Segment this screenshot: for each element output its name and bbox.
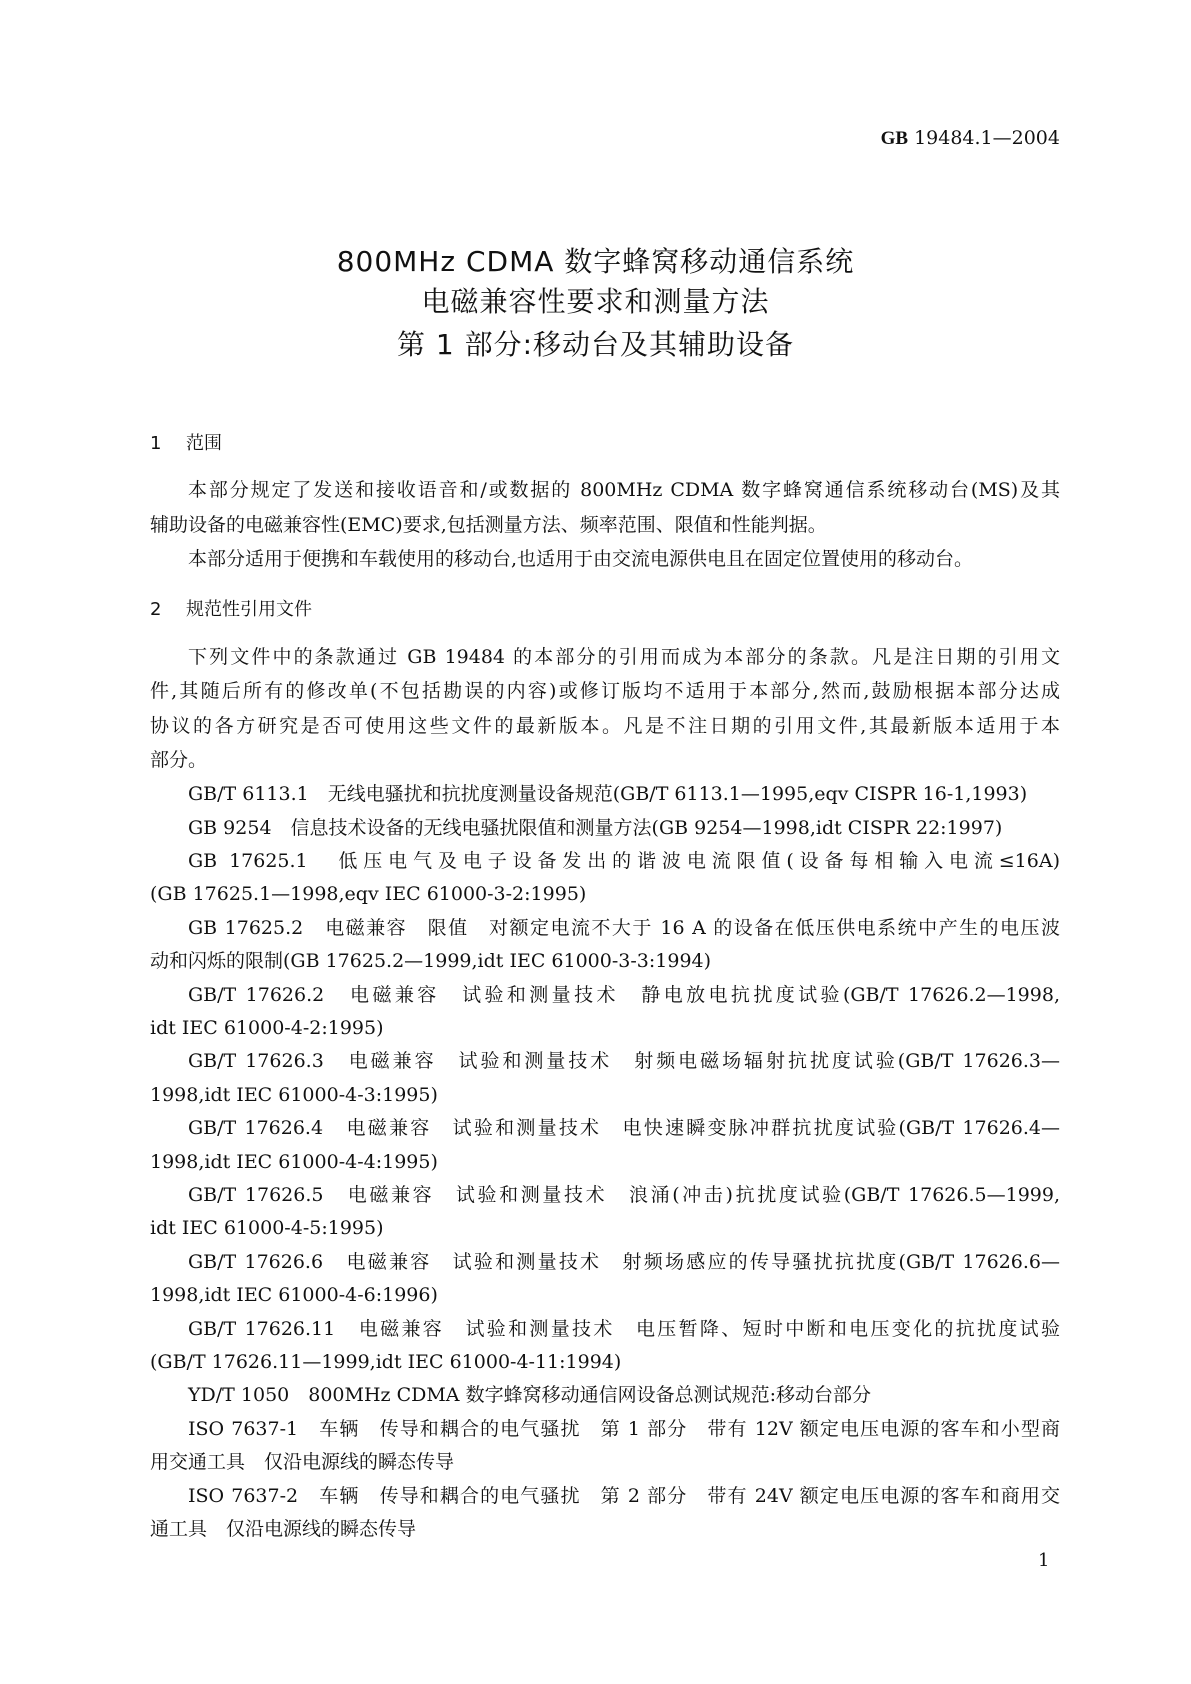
reference-line: YD/T 1050 800MHz CDMA 数字蜂窝移动通信网设备总测试规范:移动台部分 bbox=[188, 1384, 871, 1407]
paragraph-line: 协议的各方研究是否可使用这些文件的最新版本。凡是不注日期的引用文件,其最新版本适用于本 bbox=[150, 714, 1060, 737]
paragraph-line: 下列文件中的条款通过 GB 19484 的本部分的引用而成为本部分的条款。凡是注日期的引用文 bbox=[188, 646, 1060, 668]
section-heading bbox=[150, 598, 1060, 622]
reference-line: GB/T 17626.2 电磁兼容 试验和测量技术 静电放电抗扰度试验(GB/T 17626.2—1998, bbox=[188, 983, 1060, 1006]
reference-line: GB/T 17626.5 电磁兼容 试验和测量技术 浪涌(冲击)抗扰度试验(GB/T 17626.5—1999, bbox=[188, 1184, 1060, 1206]
section-title: 规范性引用文件 bbox=[186, 599, 312, 620]
reference-line: GB 17625.1 低压电气及电子设备发出的谐波电流限值(设备每相输入电流≤16A) bbox=[188, 850, 1060, 872]
reference-line: 1998,idt IEC 61000-4-3:1995) bbox=[150, 1083, 438, 1106]
reference-line: GB/T 17626.3 电磁兼容 试验和测量技术 射频电磁场辐射抗扰度试验(GB/T 17626.3— bbox=[188, 1050, 1060, 1073]
reference-line: idt IEC 61000-4-5:1995) bbox=[150, 1217, 384, 1240]
reference-line: GB/T 17626.11 电磁兼容 试验和测量技术 电压暂降、短时中断和电压变化的抗扰度试验 bbox=[188, 1317, 1060, 1340]
section-number: 1 bbox=[150, 433, 162, 454]
paragraph-line: 本部分适用于便携和车载使用的移动台,也适用于由交流电源供电且在固定位置使用的移动台。 bbox=[188, 548, 974, 570]
section-heading bbox=[150, 432, 1060, 456]
reference-line: (GB 17625.1—1998,eqv IEC 61000-3-2:1995) bbox=[150, 883, 587, 906]
document-title-line-2: 电磁兼容性要求和测量方法 bbox=[421, 285, 770, 318]
page-number: 1 bbox=[1038, 1550, 1050, 1571]
document-title-line-3: 第 1 部分:移动台及其辅助设备 bbox=[396, 328, 795, 361]
reference-line: GB/T 17626.6 电磁兼容 试验和测量技术 射频场感应的传导骚扰抗扰度(GB/T 17626.6— bbox=[188, 1250, 1060, 1273]
reference-line: idt IEC 61000-4-2:1995) bbox=[150, 1017, 384, 1039]
paragraph-line: 部分。 bbox=[150, 748, 208, 771]
paragraph-line: 本部分规定了发送和接收语音和/或数据的 800MHz CDMA 数字蜂窝通信系统移动台(MS)及其 bbox=[188, 479, 1060, 501]
reference-line: GB 9254 信息技术设备的无线电骚扰限值和测量方法(GB 9254—1998,idt CISPR 22:1997) bbox=[188, 816, 1003, 839]
reference-line: GB 17625.2 电磁兼容 限值 对额定电流不大于 16 A 的设备在低压供电系统中产生的电压波 bbox=[188, 916, 1060, 939]
section-number: 2 bbox=[150, 599, 162, 620]
reference-line: (GB/T 17626.11—1999,idt IEC 61000-4-11:1994) bbox=[150, 1351, 622, 1373]
reference-line: 动和闪烁的限制(GB 17625.2—1999,idt IEC 61000-3-3:1994) bbox=[150, 950, 712, 973]
reference-line: ISO 7637-1 车辆 传导和耦合的电气骚扰 第 1 部分 带有 12V 额定电压电源的客车和小型商 bbox=[188, 1417, 1060, 1440]
reference-line: 通工具 仅沿电源线的瞬态传导 bbox=[150, 1518, 417, 1540]
document-title-line-1: 800MHz CDMA 数字蜂窝移动通信系统 bbox=[336, 245, 855, 278]
standard-code-header bbox=[881, 127, 1060, 150]
header-code: 19484.1—2004 bbox=[914, 127, 1060, 149]
header-prefix: GB bbox=[880, 128, 909, 149]
reference-line: 1998,idt IEC 61000-4-6:1996) bbox=[150, 1284, 438, 1307]
section-title: 范围 bbox=[186, 433, 222, 454]
paragraph-line: 辅助设备的电磁兼容性(EMC)要求,包括测量方法、频率范围、限值和性能判据。 bbox=[150, 513, 827, 536]
reference-line: GB/T 6113.1 无线电骚扰和抗扰度测量设备规范(GB/T 6113.1—1995,eqv CISPR 16-1,1993) bbox=[188, 783, 1028, 806]
paragraph-line: 件,其随后所有的修改单(不包括勘误的内容)或修订版均不适用于本部分,然而,鼓励根据本部分达成 bbox=[150, 680, 1060, 703]
reference-line: ISO 7637-2 车辆 传导和耦合的电气骚扰 第 2 部分 带有 24V 额定电压电源的客车和商用交 bbox=[188, 1484, 1060, 1507]
reference-line: 用交通工具 仅沿电源线的瞬态传导 bbox=[150, 1451, 455, 1474]
reference-line: 1998,idt IEC 61000-4-4:1995) bbox=[150, 1150, 438, 1173]
reference-line: GB/T 17626.4 电磁兼容 试验和测量技术 电快速瞬变脉冲群抗扰度试验(GB/T 17626.4— bbox=[188, 1117, 1060, 1140]
